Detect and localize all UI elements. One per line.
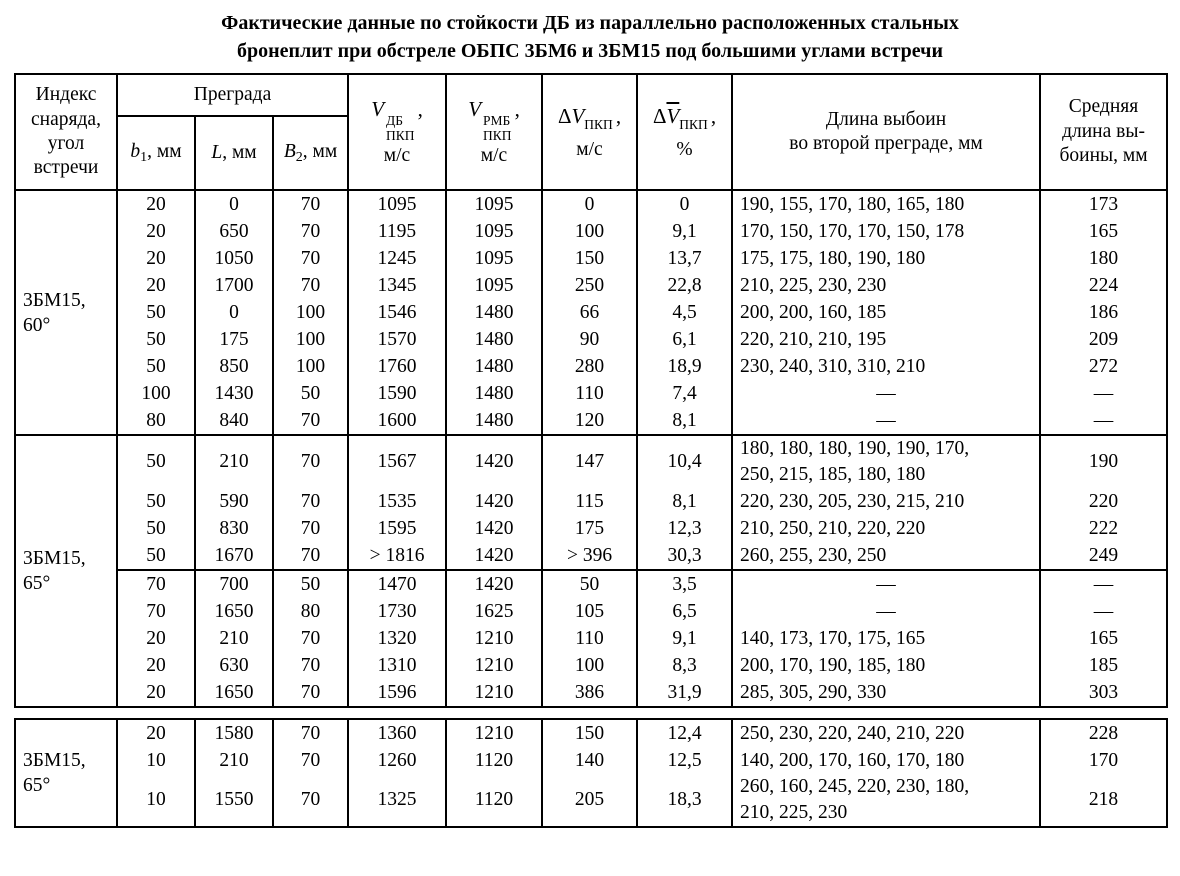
- table-title-line2: бронеплит при обстреле ОБПС 3БМ6 и 3БМ15 под большими углами встречи: [237, 40, 943, 62]
- b1-subscript: 1: [140, 149, 148, 165]
- avg-gouge-cell: 209: [1040, 326, 1167, 353]
- l-cell: 700: [195, 570, 273, 598]
- b2-cell: 100: [273, 353, 348, 380]
- b2-cell: 100: [273, 299, 348, 326]
- impact-angle: 65°: [23, 775, 51, 796]
- v-rmb-cell: 1480: [446, 353, 542, 380]
- delta-v-rel-cell: 12,5: [637, 747, 732, 774]
- delta-v-cell: 66: [542, 299, 637, 326]
- table-row: [15, 190, 1167, 218]
- b2-cell: 70: [273, 435, 348, 488]
- v-db-cell: 1325: [348, 774, 446, 827]
- projectile-index: 3БМ15,: [23, 289, 86, 311]
- gouge-lengths-cell: 220, 210, 210, 195: [732, 326, 1040, 353]
- header-row-1: [15, 74, 1167, 116]
- v-bar-symbol: $\overline{V}$: [666, 103, 680, 128]
- table-row: [15, 272, 1167, 299]
- v-rmb-cell: 1095: [446, 190, 542, 218]
- table-row: [15, 652, 1167, 679]
- v-db-cell: 1470: [348, 570, 446, 598]
- delta-v-cell: 120: [542, 407, 637, 435]
- col-header-delta-v: [542, 74, 637, 190]
- l-cell: 1050: [195, 245, 273, 272]
- avg-gouge-cell: 185: [1040, 652, 1167, 679]
- b1-unit: , мм: [147, 140, 182, 162]
- delta-v-rel-formula: [638, 103, 731, 138]
- gouge-lengths-cell: 210, 250, 210, 220, 220: [732, 515, 1040, 542]
- b2-cell: 70: [273, 542, 348, 570]
- delta-v-cell: 205: [542, 774, 637, 827]
- b1-cell: 50: [117, 435, 195, 488]
- v-db-cell: > 1816: [348, 542, 446, 570]
- delta-v-rel-cell: 8,3: [637, 652, 732, 679]
- l-cell: 1580: [195, 719, 273, 747]
- v-rmb-unit: м/с: [480, 144, 508, 166]
- v-symbol: V: [571, 103, 585, 128]
- l-cell: 830: [195, 515, 273, 542]
- delta-v-rel-cell: 18,3: [637, 774, 732, 827]
- gouge-lengths-cell: 140, 173, 170, 175, 165: [732, 625, 1040, 652]
- v-rmb-cell: 1420: [446, 435, 542, 488]
- comma: ,: [615, 103, 622, 128]
- avg-gouge-cell: 228: [1040, 719, 1167, 747]
- l-cell: 175: [195, 326, 273, 353]
- v-rmb-cell: 1420: [446, 570, 542, 598]
- delta-v-cell: 105: [542, 598, 637, 625]
- v-symbol: V: [371, 97, 385, 122]
- delta-v-rel-cell: 12,4: [637, 719, 732, 747]
- avg-gouge-cell: —: [1040, 407, 1167, 435]
- v-db-cell: 1245: [348, 245, 446, 272]
- b2-cell: 80: [273, 598, 348, 625]
- v-rmb-cell: 1420: [446, 488, 542, 515]
- v-rmb-cell: 1095: [446, 218, 542, 245]
- l-symbol: L: [211, 141, 223, 163]
- delta-v-rel-cell: 3,5: [637, 570, 732, 598]
- b1-cell: 70: [117, 598, 195, 625]
- delta-v-cell: 150: [542, 245, 637, 272]
- b1-cell: 10: [117, 774, 195, 827]
- v-db-cell: 1590: [348, 380, 446, 407]
- delta-v-cell: 110: [542, 625, 637, 652]
- delta-v-cell: 115: [542, 488, 637, 515]
- v-db-cell: 1600: [348, 407, 446, 435]
- gouge-lengths-cell: 190, 155, 170, 180, 165, 180: [732, 190, 1040, 218]
- gouge-lengths-cell: 260, 255, 230, 250: [732, 542, 1040, 570]
- delta-v-rel-cell: 31,9: [637, 679, 732, 707]
- table-title-line1: Фактические данные по стойкости ДБ из параллельно расположенных стальных: [221, 12, 959, 34]
- b1-symbol: b: [130, 140, 141, 162]
- delta-v-cell: 175: [542, 515, 637, 542]
- avg-gouge-cell: 249: [1040, 542, 1167, 570]
- l-cell: 1650: [195, 679, 273, 707]
- table-row: [15, 515, 1167, 542]
- v-rmb-cell: 1420: [446, 515, 542, 542]
- delta-v-unit: м/с: [576, 138, 603, 160]
- gouge-lengths-cell: 260, 160, 245, 220, 230, 180, 210, 225, 230: [732, 774, 1040, 827]
- col-header-obstacle: Преграда: [117, 74, 348, 116]
- impact-angle: 65°: [23, 573, 51, 594]
- v-db-cell: 1570: [348, 326, 446, 353]
- table-title: [0, 9, 1180, 65]
- avg-gouge-cell: 165: [1040, 218, 1167, 245]
- delta-v-cell: 50: [542, 570, 637, 598]
- v-db-cell: 1730: [348, 598, 446, 625]
- l-cell: 0: [195, 190, 273, 218]
- v-rmb-cell: 1480: [446, 407, 542, 435]
- delta-v-rel-cell: 7,4: [637, 380, 732, 407]
- b2-cell: 100: [273, 326, 348, 353]
- gouge-header-line1: Длина выбоин: [825, 108, 947, 130]
- b1-cell: 80: [117, 407, 195, 435]
- v-rmb-cell: 1210: [446, 719, 542, 747]
- v-rmb-cell: 1480: [446, 326, 542, 353]
- b1-cell: 50: [117, 326, 195, 353]
- b2-cell: 70: [273, 719, 348, 747]
- gouge-header-line2: во второй преграде, мм: [789, 133, 983, 154]
- v-db-cell: 1260: [348, 747, 446, 774]
- b1-cell: 20: [117, 652, 195, 679]
- delta-v-rel-cell: 8,1: [637, 488, 732, 515]
- b1-cell: 100: [117, 380, 195, 407]
- v-db-cell: 1546: [348, 299, 446, 326]
- b1-cell: 50: [117, 353, 195, 380]
- avg-gouge-cell: 180: [1040, 245, 1167, 272]
- col-header-l: [195, 116, 273, 190]
- delta-v-rel-cell: 6,1: [637, 326, 732, 353]
- v-db-unit: м/с: [383, 144, 411, 166]
- delta-symbol: Δ: [652, 103, 667, 128]
- gouge-lengths-cell: 200, 170, 190, 185, 180: [732, 652, 1040, 679]
- delta-v-cell: 250: [542, 272, 637, 299]
- l-cell: 1550: [195, 774, 273, 827]
- bottom-data-table: [14, 718, 1168, 828]
- projectile-label-cell: [15, 719, 117, 827]
- l-cell: 210: [195, 747, 273, 774]
- v-rmb-formula: [447, 96, 541, 144]
- projectile-label-cell: [15, 190, 117, 435]
- delta-v-cell: 100: [542, 218, 637, 245]
- projectile-index: 3БМ15,: [23, 548, 86, 569]
- gouge-lengths-cell: —: [732, 380, 1040, 407]
- l-cell: 1430: [195, 380, 273, 407]
- avg-gouge-cell: 165: [1040, 625, 1167, 652]
- main-data-table: [14, 73, 1168, 708]
- delta-v-rel-cell: 18,9: [637, 353, 732, 380]
- v-db-cell: 1360: [348, 719, 446, 747]
- avg-gouge-cell: 186: [1040, 299, 1167, 326]
- v-db-cell: 1345: [348, 272, 446, 299]
- gouge-lengths-cell: —: [732, 598, 1040, 625]
- col-header-avg-gouge: [1040, 74, 1167, 190]
- comma: ,: [710, 103, 717, 128]
- v-rmb-cell: 1480: [446, 299, 542, 326]
- l-cell: 0: [195, 299, 273, 326]
- l-cell: 650: [195, 218, 273, 245]
- v-db-formula: [349, 96, 445, 144]
- gouge-lengths-cell: 200, 200, 160, 185: [732, 299, 1040, 326]
- v-rmb-cell: 1480: [446, 380, 542, 407]
- table-row: [15, 407, 1167, 435]
- b1-cell: 50: [117, 515, 195, 542]
- block-3bm15-60: [15, 190, 1167, 435]
- delta-v-rel-cell: 9,1: [637, 218, 732, 245]
- delta-v-cell: 100: [542, 652, 637, 679]
- table-row: [15, 570, 1167, 598]
- b1-cell: 20: [117, 625, 195, 652]
- v-symbol: V: [468, 97, 482, 122]
- l-cell: 210: [195, 625, 273, 652]
- b1-cell: 50: [117, 488, 195, 515]
- delta-symbol: Δ: [557, 103, 572, 128]
- b2-cell: 70: [273, 218, 348, 245]
- delta-v-rel-unit: %: [676, 138, 693, 160]
- b2-cell: 50: [273, 570, 348, 598]
- table-row: [15, 598, 1167, 625]
- delta-v-cell: 147: [542, 435, 637, 488]
- delta-v-subscript: ПКП: [584, 116, 613, 132]
- b2-symbol: B: [283, 140, 296, 162]
- v-rmb-cell: 1120: [446, 747, 542, 774]
- b2-cell: 70: [273, 625, 348, 652]
- v-rmb-supsub: [483, 114, 512, 144]
- v-db-supsub: [386, 114, 415, 144]
- gouge-lengths-cell: 230, 240, 310, 310, 210: [732, 353, 1040, 380]
- projectile-index: 3БМ15,: [23, 750, 86, 771]
- b2-subscript: 2: [295, 149, 303, 165]
- gouge-lengths-cell: 180, 180, 180, 190, 190, 170, 250, 215, 185, 180, 180: [732, 435, 1040, 488]
- v-db-cell: 1535: [348, 488, 446, 515]
- col-header-delta-v-rel: [637, 74, 732, 190]
- b2-unit: , мм: [302, 140, 338, 162]
- b1-cell: 20: [117, 719, 195, 747]
- impact-angle: 60°: [23, 314, 51, 336]
- v-db-cell: 1760: [348, 353, 446, 380]
- table-row: [15, 353, 1167, 380]
- avg-header-line3: боины, мм: [1059, 145, 1148, 167]
- delta-v-rel-cell: 22,8: [637, 272, 732, 299]
- avg-gouge-cell: —: [1040, 380, 1167, 407]
- avg-gouge-cell: 303: [1040, 679, 1167, 707]
- table-row: [15, 625, 1167, 652]
- v-db-cell: 1596: [348, 679, 446, 707]
- b1-cell: 20: [117, 190, 195, 218]
- avg-gouge-cell: 173: [1040, 190, 1167, 218]
- delta-v-rel-subscript: ПКП: [679, 116, 708, 132]
- b2-cell: 70: [273, 488, 348, 515]
- col-header-gouge-lengths: [732, 74, 1040, 190]
- avg-gouge-cell: 218: [1040, 774, 1167, 827]
- b1-cell: 20: [117, 218, 195, 245]
- block-3bm15-65: [15, 435, 1167, 707]
- delta-v-rel-cell: 12,3: [637, 515, 732, 542]
- delta-v-rel-cell: 4,5: [637, 299, 732, 326]
- avg-header-line1: Средняя: [1068, 96, 1139, 118]
- delta-v-rel-cell: 0: [637, 190, 732, 218]
- block-3bm15-65-bottom: [15, 719, 1167, 827]
- table-separator-gap: [0, 708, 1180, 718]
- v-rmb-cell: 1210: [446, 679, 542, 707]
- b2-cell: 70: [273, 272, 348, 299]
- table-row: [15, 299, 1167, 326]
- v-db-subscript: ПКП: [386, 128, 415, 143]
- delta-v-cell: 280: [542, 353, 637, 380]
- l-unit: , мм: [222, 141, 257, 163]
- gouge-lengths-cell: —: [732, 570, 1040, 598]
- b1-cell: 20: [117, 679, 195, 707]
- v-db-cell: 1320: [348, 625, 446, 652]
- v-db-cell: 1095: [348, 190, 446, 218]
- avg-gouge-cell: 190: [1040, 435, 1167, 488]
- b2-cell: 70: [273, 515, 348, 542]
- delta-v-rel-cell: 6,5: [637, 598, 732, 625]
- l-cell: 1700: [195, 272, 273, 299]
- b2-cell: 70: [273, 652, 348, 679]
- b2-cell: 70: [273, 407, 348, 435]
- table-row: [15, 542, 1167, 570]
- delta-v-rel-cell: 8,1: [637, 407, 732, 435]
- b1-cell: 20: [117, 245, 195, 272]
- avg-gouge-cell: —: [1040, 598, 1167, 625]
- projectile-label-cell: [15, 435, 117, 707]
- l-cell: 1670: [195, 542, 273, 570]
- table-row: [15, 245, 1167, 272]
- gouge-lengths-cell: 140, 200, 170, 160, 170, 180: [732, 747, 1040, 774]
- b2-cell: 50: [273, 380, 348, 407]
- b2-cell: 70: [273, 679, 348, 707]
- table-row: [15, 488, 1167, 515]
- l-cell: 850: [195, 353, 273, 380]
- l-cell: 840: [195, 407, 273, 435]
- delta-v-cell: 140: [542, 747, 637, 774]
- gouge-lengths-cell: 210, 225, 230, 230: [732, 272, 1040, 299]
- b2-cell: 70: [273, 190, 348, 218]
- avg-gouge-cell: —: [1040, 570, 1167, 598]
- delta-v-cell: 90: [542, 326, 637, 353]
- gouge-lengths-cell: 170, 150, 170, 170, 150, 178: [732, 218, 1040, 245]
- delta-v-cell: 110: [542, 380, 637, 407]
- v-db-cell: 1310: [348, 652, 446, 679]
- l-cell: 1650: [195, 598, 273, 625]
- b1-cell: 50: [117, 542, 195, 570]
- v-rmb-subscript: ПКП: [483, 128, 512, 143]
- table-row: [15, 679, 1167, 707]
- table-row: [15, 380, 1167, 407]
- avg-gouge-cell: 272: [1040, 353, 1167, 380]
- col-header-projectile-index: Индекс снаряда, угол встречи: [15, 74, 117, 190]
- table-header: [15, 74, 1167, 190]
- comma: ,: [417, 97, 423, 122]
- v-rmb-cell: 1210: [446, 625, 542, 652]
- col-header-b2: [273, 116, 348, 190]
- gouge-lengths-cell: 220, 230, 205, 230, 215, 210: [732, 488, 1040, 515]
- delta-v-rel-cell: 9,1: [637, 625, 732, 652]
- v-rmb-cell: 1120: [446, 774, 542, 827]
- delta-v-rel-cell: 13,7: [637, 245, 732, 272]
- table-row: [15, 719, 1167, 747]
- v-db-superscript: ДБ: [386, 113, 404, 129]
- comma: ,: [514, 97, 520, 122]
- delta-v-cell: 386: [542, 679, 637, 707]
- document-page: [0, 9, 1180, 876]
- v-rmb-superscript: РМБ: [483, 113, 511, 129]
- b1-cell: 10: [117, 747, 195, 774]
- b2-cell: 70: [273, 774, 348, 827]
- avg-gouge-cell: 224: [1040, 272, 1167, 299]
- b2-cell: 70: [273, 747, 348, 774]
- delta-v-rel-cell: 10,4: [637, 435, 732, 488]
- gouge-lengths-cell: 285, 305, 290, 330: [732, 679, 1040, 707]
- l-cell: 590: [195, 488, 273, 515]
- delta-v-cell: > 396: [542, 542, 637, 570]
- table-row: [15, 435, 1167, 488]
- l-cell: 630: [195, 652, 273, 679]
- col-header-v-db: [348, 74, 446, 190]
- delta-v-formula: [543, 103, 636, 138]
- delta-v-cell: 0: [542, 190, 637, 218]
- v-rmb-cell: 1095: [446, 272, 542, 299]
- avg-gouge-cell: 220: [1040, 488, 1167, 515]
- v-db-cell: 1195: [348, 218, 446, 245]
- b1-cell: 20: [117, 272, 195, 299]
- gouge-lengths-cell: 175, 175, 180, 190, 180: [732, 245, 1040, 272]
- col-header-b1: [117, 116, 195, 190]
- table-row: [15, 774, 1167, 827]
- v-db-cell: 1595: [348, 515, 446, 542]
- v-db-cell: 1567: [348, 435, 446, 488]
- avg-gouge-cell: 170: [1040, 747, 1167, 774]
- v-rmb-cell: 1625: [446, 598, 542, 625]
- table-row: [15, 326, 1167, 353]
- v-rmb-cell: 1210: [446, 652, 542, 679]
- b1-cell: 50: [117, 299, 195, 326]
- avg-header-line2: длина вы-: [1062, 120, 1145, 142]
- table-row: [15, 218, 1167, 245]
- v-rmb-cell: 1420: [446, 542, 542, 570]
- b1-cell: 70: [117, 570, 195, 598]
- avg-gouge-cell: 222: [1040, 515, 1167, 542]
- table-row: [15, 747, 1167, 774]
- gouge-lengths-cell: 250, 230, 220, 240, 210, 220: [732, 719, 1040, 747]
- gouge-lengths-cell: —: [732, 407, 1040, 435]
- delta-v-rel-cell: 30,3: [637, 542, 732, 570]
- v-rmb-cell: 1095: [446, 245, 542, 272]
- delta-v-cell: 150: [542, 719, 637, 747]
- b2-cell: 70: [273, 245, 348, 272]
- l-cell: 210: [195, 435, 273, 488]
- col-header-v-rmb: [446, 74, 542, 190]
